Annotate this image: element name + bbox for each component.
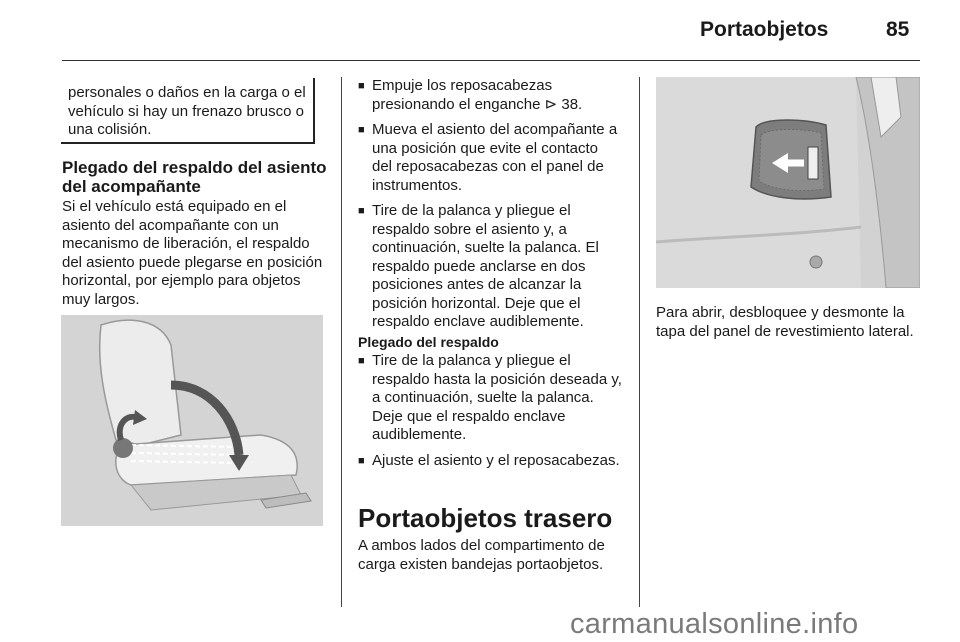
column-divider-1 [341, 77, 342, 607]
paragraph-portaobjetos-trasero: A ambos lados del compartimento de carga existen bandejas portaobjetos. [358, 537, 605, 573]
page-number: 85 [886, 18, 910, 41]
watermark: carmanualsonline.info [570, 608, 859, 640]
column-divider-2 [639, 77, 640, 607]
paragraph-plegado-asiento: Si el vehículo está equipado en el asiento del acompañante con un mecanismo de liberación, el respaldo del asiento puede plegarse en posición horizontal, por ejemplo para objetos muy largos. [62, 198, 323, 308]
subheading-plegado-respaldo: Plegado del respaldo [358, 334, 499, 350]
section-heading-plegado-asiento: Plegado del respaldo del asiento del acompañante [62, 158, 327, 196]
list-item: ■ Tire de la palanca y pliegue el respaldo hasta la posición deseada y, a continuación, suelte la palanca. Deje que el respaldo enclave audiblemente. [358, 352, 622, 445]
bullet-list-bottom [358, 352, 622, 477]
list-item: ■ Empuje los reposacabezas presionando el enganche ⊳ 38. [358, 77, 622, 114]
list-item: ■ Mueva el asiento del acompañante a una posición que evite el contacto del reposacabezas con el panel de instrumentos. [358, 121, 622, 195]
side-panel-illustration [656, 77, 920, 288]
page-header-title: Portaobjetos [700, 18, 829, 41]
warning-text: personales o daños en la carga o el vehículo si hay un frenazo brusco o una colisión. [68, 84, 306, 138]
seat-illustration [61, 315, 323, 526]
image-caption: Para abrir, desbloquee y desmonte la tapa del panel de revestimiento lateral. [656, 304, 914, 340]
list-item: ■ Tire de la palanca y pliegue el respaldo sobre el asiento y, a continuación, suelte la palanca. El respaldo puede anclarse en dos posiciones antes de alcanzar la posición horizontal. Deje que el respaldo enclave audiblemente. [358, 202, 622, 332]
bullet-list-top [358, 77, 622, 339]
header-rule [62, 60, 920, 61]
section-heading-portaobjetos-trasero: Portaobjetos trasero [358, 503, 613, 533]
list-item: ■ Ajuste el asiento y el reposacabezas. [358, 452, 622, 471]
